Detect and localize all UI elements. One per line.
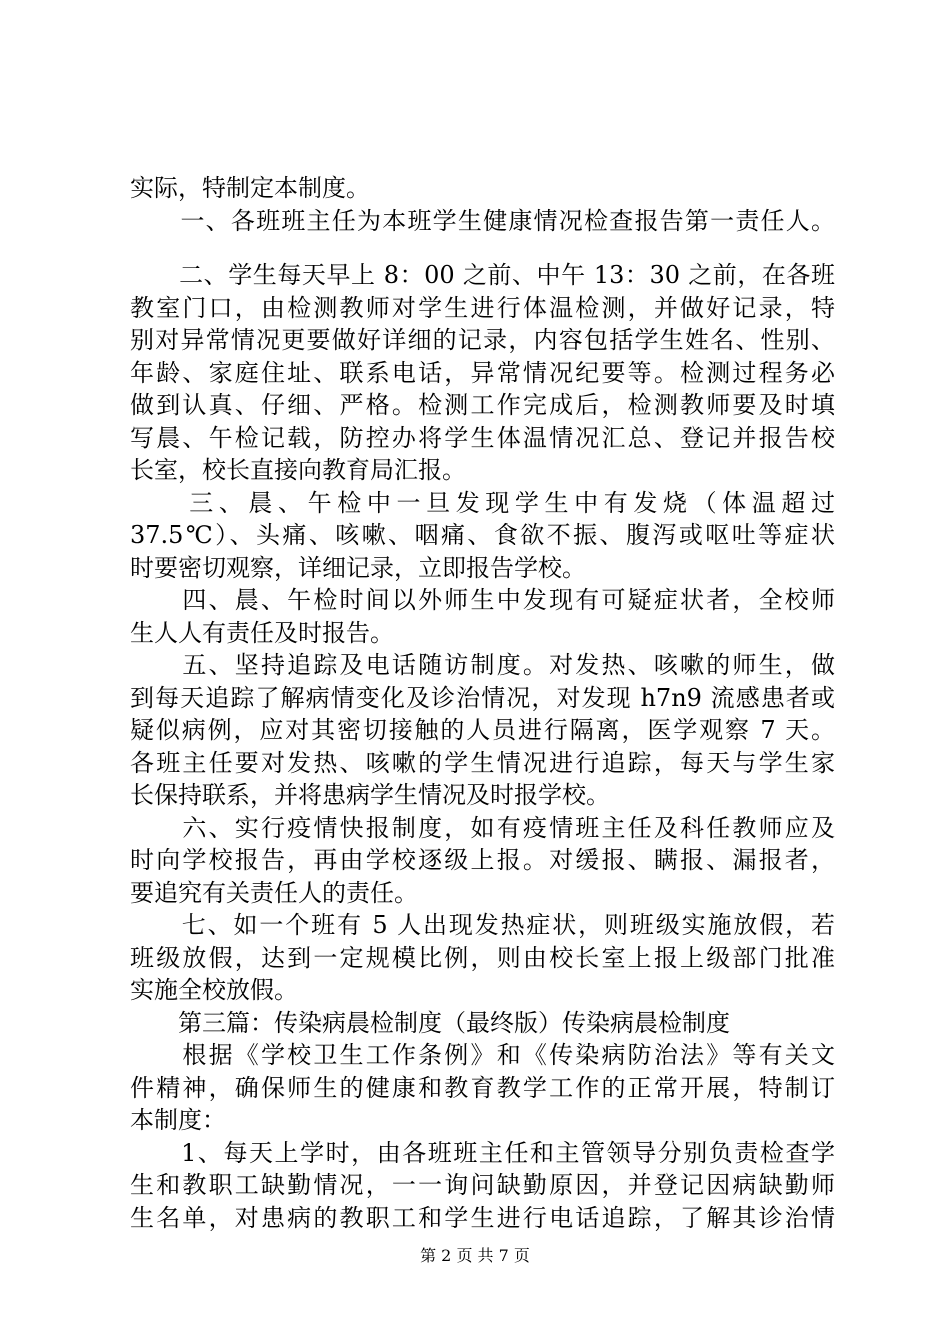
text-line: 生人人有责任及时报告。 <box>130 618 394 647</box>
text-line: 生和教职工缺勤情况，一一询问缺勤原因，并登记因病缺勤师 <box>130 1171 835 1199</box>
text-line: 年龄、家庭住址、联系电话，异常情况纪要等。检测过程务必 <box>130 358 835 387</box>
text-line: 三、晨、午检中一旦发现学生中有发烧（体温超过 <box>130 488 835 517</box>
text-line: 做到认真、仔细、严格。检测工作完成后，检测教师要及时填 <box>130 391 835 419</box>
text-line: 件精神，确保师生的健康和教育教学工作的正常开展，特制订 <box>130 1073 835 1102</box>
text-line: 37.5℃）、头痛、咳嗽、咽痛、食欲不振、腹泻或呕吐等症状 <box>130 521 835 549</box>
text-line: 实际，特制定本制度。 <box>130 174 370 202</box>
text-line: 别对异常情况更要做好详细的记录，内容包括学生姓名、性别、 <box>130 326 835 354</box>
text-line: 疑似病例，应对其密切接触的人员进行隔离，医学观察 7 天。 <box>130 716 835 744</box>
text-line: 四、晨、午检时间以外师生中发现有可疑症状者，全校师 <box>130 586 835 614</box>
text-line: 长保持联系，并将患病学生情况及时报学校。 <box>130 781 610 809</box>
text-line: 本制度： <box>130 1106 226 1134</box>
text-line: 教室门口，由检测教师对学生进行体温检测，并做好记录，特 <box>130 293 835 322</box>
text-line: 五、坚持追踪及电话随访制度。对发热、咳嗽的师生，做 <box>130 651 835 679</box>
page-number-footer: 第 2 页 共 7 页 <box>420 1246 530 1265</box>
text-line: 写晨、午检记载，防控办将学生体温情况汇总、登记并报告校 <box>130 423 835 452</box>
text-line: 时向学校报告，再由学校逐级上报。对缓报、瞒报、漏报者， <box>130 846 835 874</box>
text-line: 长室，校长直接向教育局汇报。 <box>130 456 466 484</box>
text-line: 实施全校放假。 <box>130 976 298 1004</box>
document-body <box>130 172 835 1234</box>
text-line: 二、学生每天早上 8：00 之前、中午 13：30 之前，在各班 <box>130 261 835 289</box>
text-line: 班级放假，达到一定规模比例，则由校长室上报上级部门批准 <box>130 943 835 972</box>
text-line: 到每天追踪了解病情变化及诊治情况，对发现 h7n9 流感患者或 <box>130 683 835 712</box>
text-line: 各班主任要对发热、咳嗽的学生情况进行追踪，每天与学生家 <box>130 748 835 777</box>
text-line: 要追究有关责任人的责任。 <box>130 878 418 907</box>
text-line: 生名单，对患病的教职工和学生进行电话追踪，了解其诊治情 <box>130 1203 835 1232</box>
text-line: 七、如一个班有 5 人出现发热症状，则班级实施放假，若 <box>130 911 835 939</box>
paragraph-gap <box>130 237 835 259</box>
text-line: 六、实行疫情快报制度，如有疫情班主任及科任教师应及 <box>130 813 835 842</box>
text-line: 根据《学校卫生工作条例》和《传染病防治法》等有关文 <box>130 1041 835 1069</box>
text-line: 一、各班班主任为本班学生健康情况检查报告第一责任人。 <box>130 206 835 235</box>
section-heading: 第三篇：传染病晨检制度（最终版）传染病晨检制度 <box>130 1008 730 1037</box>
text-line: 时要密切观察，详细记录，立即报告学校。 <box>130 553 586 582</box>
text-line: 1、每天上学时，由各班班主任和主管领导分别负责检查学 <box>130 1138 835 1167</box>
